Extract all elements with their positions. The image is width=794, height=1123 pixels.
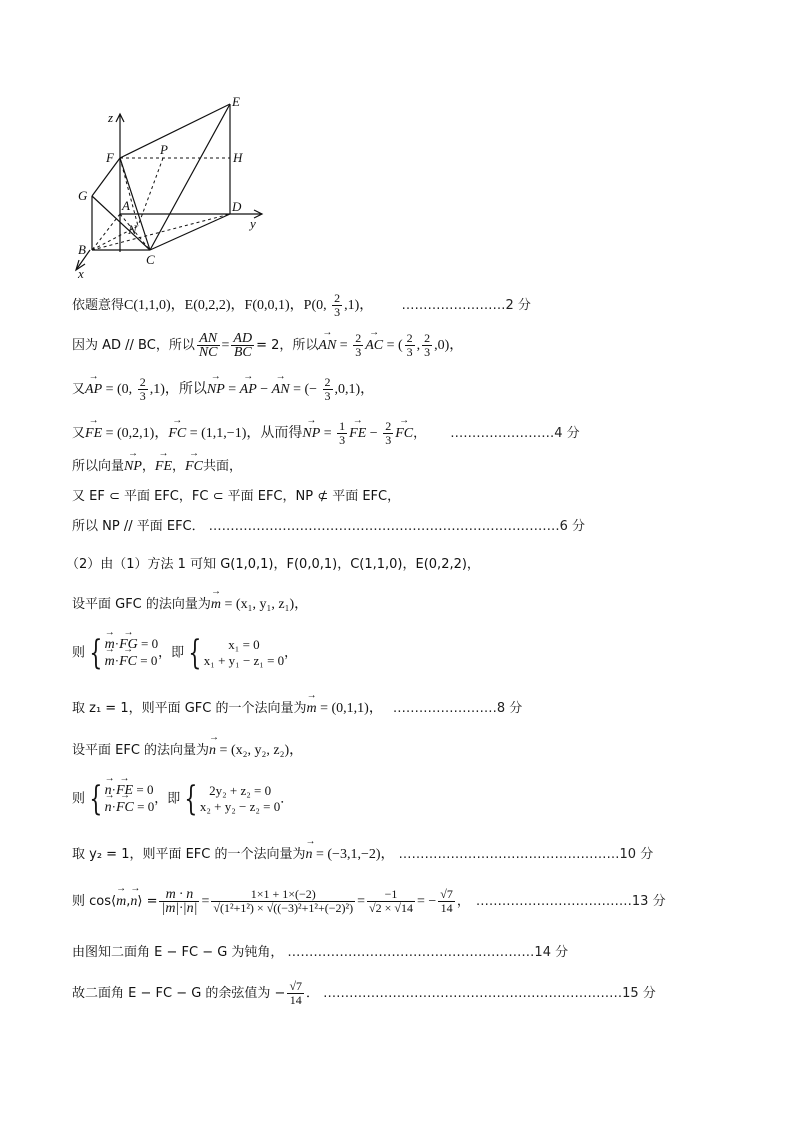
solution-line-10: 则 {→ m·→ FG = 0 → m·→ FC = 0，即 { x₁ = 0 x₁ + y₁ − z₁ = 0， [72, 636, 297, 670]
solution-line-17: 故二面角 E − FC − G 的余弦值为 − $\frac{√7}{14}$ ． ……………………………………………………………15 分 [72, 979, 656, 1007]
label-C: C [146, 252, 155, 267]
solution-line-15: 则 cos⟨→ m,→ n⟩ = $\frac{m \cdot n}{|m|\cdot|n|}$ = $\frac{1\times 1 + 1\times(-2)}{\text{√(1²+1²) × √((−3)²+1²+(−2)²)}}$ = $\frac{-1}{√2 \times √14}$ = − $\frac{√7}{14}$ ， ………………………………13 分 [72, 888, 666, 915]
solution-line-8: （2）由（1）方法 1 可知 G(1,0,1)，F(0,0,1)，C(1,1,0)，E(0,2,2)， [66, 557, 480, 572]
solution-line-1: 依题意得C(1,1,0)，E(0,2,2)，F(0,0,1)，P(0, $\frac{2}{3}$ ,1)， ……………………2 分 [72, 291, 531, 319]
solution-line-13: 则 {→ n·→ FE = 0 → n·→ FC = 0，即 { 2y₂ + z₂ = 0 x₂ + y₂ − z₂ = 0． [72, 782, 293, 816]
solution-line-6: 又 EF ⊂ 平面 EFC，FC ⊂ 平面 EFC，NP ⊄ 平面 EFC， [72, 489, 401, 504]
solution-line-2: 因为 AD // BC，所以 $\frac{AN}{NC}$ = $\frac{AD}{BC}$ = 2，所以→ AN = $\frac{2}{3}$ → AC = ( $\frac{2}{3}$ , $\frac{2}{3}$ ,0)， [72, 332, 463, 359]
solution-line-16: 由图知二面角 E − FC − G 为钝角， …………………………………………………14 分 [72, 945, 569, 960]
label-E: E [232, 94, 240, 109]
solution-line-14: 取 y₂ = 1，则平面 EFC 的一个法向量为→ n = (−3,1,−2)， ……………………………………………10 分 [72, 846, 653, 864]
solution-line-12: 设平面 EFC 的法向量为→ n = (x₂, y₂, z₂)， [72, 742, 303, 760]
label-F: F [106, 150, 114, 165]
label-z: z [108, 110, 114, 125]
label-G: G [78, 188, 88, 203]
label-y: y [250, 216, 256, 231]
geometry-figure [70, 92, 270, 282]
label-H: H [233, 150, 243, 165]
solution-line-9: 设平面 GFC 的法向量为→ m = (x₁, y₁, z₁)， [72, 596, 308, 614]
label-P: P [160, 142, 168, 157]
solution-line-3: 又→ AP = (0, $\frac{2}{3}$ ,1)，所以→ NP = → AP − → AN = (− $\frac{2}{3}$ ,0,1)， [72, 376, 374, 403]
label-B: B [78, 242, 86, 257]
solution-line-4: 又→ FE = (0,2,1)，→ FC = (1,1,−1)，从而得→ NP = $\frac{1}{3}$ → FE − $\frac{2}{3}$ → FC， ……………………4 分 [72, 420, 580, 447]
solution-line-7: 所以 NP // 平面 EFC． ………………………………………………………………………6 分 [72, 519, 586, 534]
label-x: x [78, 266, 84, 281]
solution-line-11: 取 z₁ = 1，则平面 GFC 的一个法向量为→ m = (0,1,1)， ……………………8 分 [72, 700, 522, 718]
label-N: N [128, 222, 137, 237]
solution-line-5: 所以向量→ NP，→ FE，→ FC共面， [72, 458, 242, 476]
label-A: A [122, 198, 130, 213]
label-D: D [232, 199, 242, 214]
